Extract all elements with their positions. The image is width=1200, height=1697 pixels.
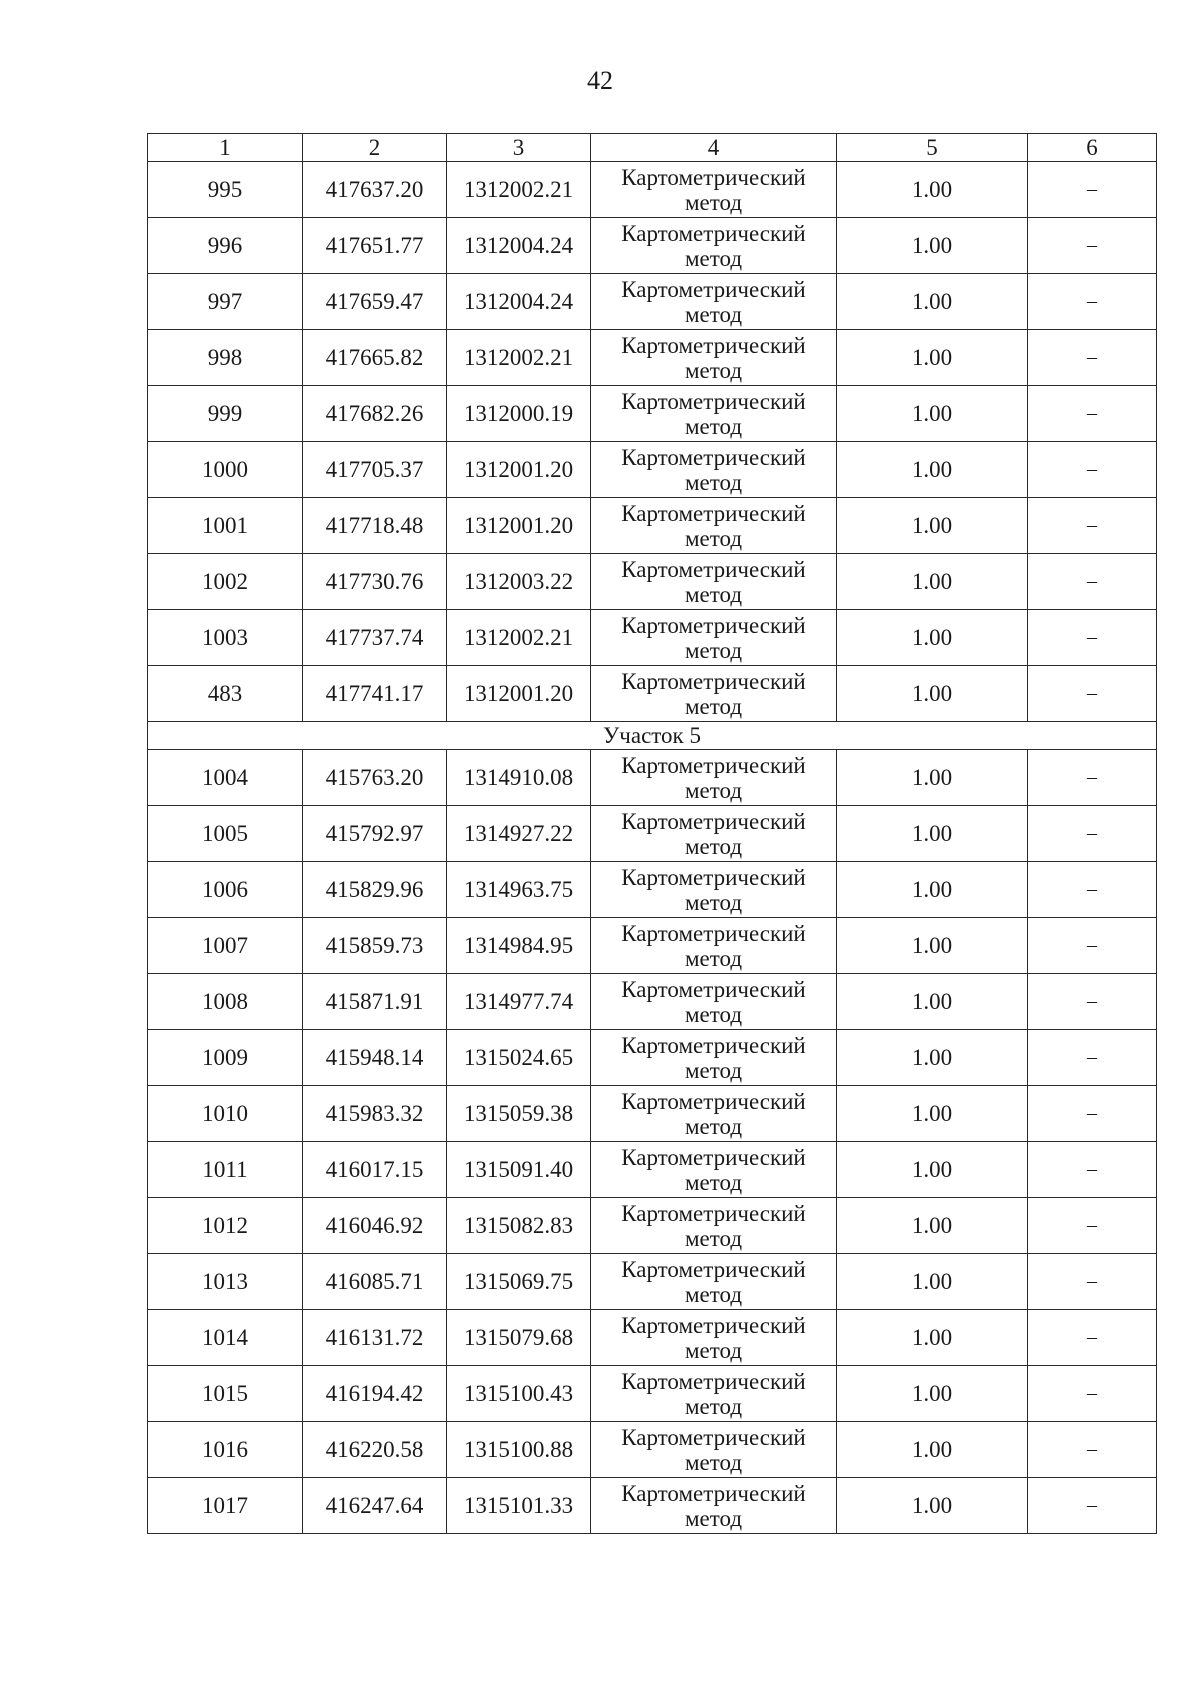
column-header-2: 2 [303, 134, 447, 162]
method-cell: Картометрический метод [591, 1366, 837, 1422]
accuracy-cell: 1.00 [837, 218, 1028, 274]
y-coordinate-cell: 1315069.75 [447, 1254, 591, 1310]
table-row [148, 386, 1157, 442]
y-coordinate-cell: 1312001.20 [447, 442, 591, 498]
x-coordinate-cell: 417659.47 [303, 274, 447, 330]
accuracy-cell: 1.00 [837, 1086, 1028, 1142]
x-coordinate-cell: 416131.72 [303, 1310, 447, 1366]
y-coordinate-cell: 1315091.40 [447, 1142, 591, 1198]
method-cell: Картометрический метод [591, 1142, 837, 1198]
description-cell: – [1028, 1422, 1157, 1478]
description-cell: – [1028, 1310, 1157, 1366]
table-row [148, 1478, 1157, 1534]
y-coordinate-cell: 1315100.43 [447, 1366, 591, 1422]
point-number-cell: 1016 [148, 1422, 303, 1478]
x-coordinate-cell: 415763.20 [303, 750, 447, 806]
table-row [148, 218, 1157, 274]
section-title: Участок 5 [148, 722, 1157, 750]
table-header-row [148, 134, 1157, 162]
table-row [148, 1310, 1157, 1366]
table-row [148, 918, 1157, 974]
accuracy-cell: 1.00 [837, 862, 1028, 918]
table-row [148, 750, 1157, 806]
x-coordinate-cell: 417637.20 [303, 162, 447, 218]
y-coordinate-cell: 1312001.20 [447, 666, 591, 722]
method-cell: Картометрический метод [591, 1422, 837, 1478]
method-cell: Картометрический метод [591, 162, 837, 218]
description-cell: – [1028, 1030, 1157, 1086]
table-row [148, 554, 1157, 610]
description-cell: – [1028, 862, 1157, 918]
accuracy-cell: 1.00 [837, 162, 1028, 218]
point-number-cell: 995 [148, 162, 303, 218]
table-row [148, 330, 1157, 386]
description-cell: – [1028, 162, 1157, 218]
x-coordinate-cell: 417682.26 [303, 386, 447, 442]
y-coordinate-cell: 1312004.24 [447, 274, 591, 330]
description-cell: – [1028, 1086, 1157, 1142]
accuracy-cell: 1.00 [837, 1198, 1028, 1254]
method-cell: Картометрический метод [591, 862, 837, 918]
method-cell: Картометрический метод [591, 1478, 837, 1534]
description-cell: – [1028, 1254, 1157, 1310]
description-cell: – [1028, 274, 1157, 330]
x-coordinate-cell: 417665.82 [303, 330, 447, 386]
accuracy-cell: 1.00 [837, 442, 1028, 498]
x-coordinate-cell: 415871.91 [303, 974, 447, 1030]
x-coordinate-cell: 415792.97 [303, 806, 447, 862]
description-cell: – [1028, 806, 1157, 862]
accuracy-cell: 1.00 [837, 918, 1028, 974]
point-number-cell: 1015 [148, 1366, 303, 1422]
point-number-cell: 996 [148, 218, 303, 274]
x-coordinate-cell: 417718.48 [303, 498, 447, 554]
description-cell: – [1028, 750, 1157, 806]
table-row [148, 1366, 1157, 1422]
accuracy-cell: 1.00 [837, 1030, 1028, 1086]
description-cell: – [1028, 1142, 1157, 1198]
table-row [148, 1086, 1157, 1142]
description-cell: – [1028, 442, 1157, 498]
table-row [148, 806, 1157, 862]
x-coordinate-cell: 415859.73 [303, 918, 447, 974]
accuracy-cell: 1.00 [837, 750, 1028, 806]
y-coordinate-cell: 1312004.24 [447, 218, 591, 274]
method-cell: Картометрический метод [591, 1254, 837, 1310]
accuracy-cell: 1.00 [837, 1254, 1028, 1310]
x-coordinate-cell: 417651.77 [303, 218, 447, 274]
method-cell: Картометрический метод [591, 750, 837, 806]
table-row [148, 1142, 1157, 1198]
description-cell: – [1028, 218, 1157, 274]
point-number-cell: 1011 [148, 1142, 303, 1198]
x-coordinate-cell: 415948.14 [303, 1030, 447, 1086]
section-row [148, 722, 1157, 750]
page-number: 42 [587, 66, 613, 95]
method-cell: Картометрический метод [591, 1310, 837, 1366]
point-number-cell: 1009 [148, 1030, 303, 1086]
y-coordinate-cell: 1315024.65 [447, 1030, 591, 1086]
point-number-cell: 1012 [148, 1198, 303, 1254]
accuracy-cell: 1.00 [837, 498, 1028, 554]
method-cell: Картометрический метод [591, 1030, 837, 1086]
y-coordinate-cell: 1315059.38 [447, 1086, 591, 1142]
y-coordinate-cell: 1312002.21 [447, 162, 591, 218]
table-row [148, 1422, 1157, 1478]
table-row [148, 442, 1157, 498]
accuracy-cell: 1.00 [837, 806, 1028, 862]
table-row [148, 274, 1157, 330]
accuracy-cell: 1.00 [837, 330, 1028, 386]
description-cell: – [1028, 974, 1157, 1030]
x-coordinate-cell: 416220.58 [303, 1422, 447, 1478]
y-coordinate-cell: 1312002.21 [447, 330, 591, 386]
description-cell: – [1028, 554, 1157, 610]
x-coordinate-cell: 417737.74 [303, 610, 447, 666]
x-coordinate-cell: 416085.71 [303, 1254, 447, 1310]
table-row [148, 1254, 1157, 1310]
y-coordinate-cell: 1312001.20 [447, 498, 591, 554]
method-cell: Картометрический метод [591, 666, 837, 722]
point-number-cell: 1007 [148, 918, 303, 974]
accuracy-cell: 1.00 [837, 974, 1028, 1030]
accuracy-cell: 1.00 [837, 1310, 1028, 1366]
description-cell: – [1028, 1478, 1157, 1534]
column-header-4: 4 [591, 134, 837, 162]
table-row [148, 162, 1157, 218]
point-number-cell: 1017 [148, 1478, 303, 1534]
accuracy-cell: 1.00 [837, 666, 1028, 722]
method-cell: Картометрический метод [591, 918, 837, 974]
method-cell: Картометрический метод [591, 610, 837, 666]
y-coordinate-cell: 1312000.19 [447, 386, 591, 442]
table-row [148, 1030, 1157, 1086]
method-cell: Картометрический метод [591, 806, 837, 862]
column-header-5: 5 [837, 134, 1028, 162]
y-coordinate-cell: 1315082.83 [447, 1198, 591, 1254]
point-number-cell: 1005 [148, 806, 303, 862]
accuracy-cell: 1.00 [837, 1422, 1028, 1478]
method-cell: Картометрический метод [591, 218, 837, 274]
x-coordinate-cell: 417741.17 [303, 666, 447, 722]
column-header-3: 3 [447, 134, 591, 162]
table-row [148, 862, 1157, 918]
y-coordinate-cell: 1314910.08 [447, 750, 591, 806]
description-cell: – [1028, 498, 1157, 554]
table-body [148, 162, 1157, 1534]
column-header-1: 1 [148, 134, 303, 162]
table-row [148, 974, 1157, 1030]
table-row [148, 1198, 1157, 1254]
method-cell: Картометрический метод [591, 330, 837, 386]
point-number-cell: 1001 [148, 498, 303, 554]
y-coordinate-cell: 1315101.33 [447, 1478, 591, 1534]
y-coordinate-cell: 1312002.21 [447, 610, 591, 666]
method-cell: Картометрический метод [591, 274, 837, 330]
description-cell: – [1028, 330, 1157, 386]
point-number-cell: 1014 [148, 1310, 303, 1366]
y-coordinate-cell: 1314977.74 [447, 974, 591, 1030]
point-number-cell: 999 [148, 386, 303, 442]
point-number-cell: 1008 [148, 974, 303, 1030]
accuracy-cell: 1.00 [837, 1478, 1028, 1534]
point-number-cell: 1004 [148, 750, 303, 806]
method-cell: Картометрический метод [591, 1086, 837, 1142]
point-number-cell: 997 [148, 274, 303, 330]
y-coordinate-cell: 1314963.75 [447, 862, 591, 918]
point-number-cell: 998 [148, 330, 303, 386]
method-cell: Картометрический метод [591, 386, 837, 442]
table-row [148, 666, 1157, 722]
point-number-cell: 483 [148, 666, 303, 722]
method-cell: Картометрический метод [591, 554, 837, 610]
x-coordinate-cell: 417705.37 [303, 442, 447, 498]
column-header-6: 6 [1028, 134, 1157, 162]
accuracy-cell: 1.00 [837, 386, 1028, 442]
accuracy-cell: 1.00 [837, 274, 1028, 330]
method-cell: Картометрический метод [591, 442, 837, 498]
x-coordinate-cell: 416247.64 [303, 1478, 447, 1534]
accuracy-cell: 1.00 [837, 1366, 1028, 1422]
y-coordinate-cell: 1312003.22 [447, 554, 591, 610]
y-coordinate-cell: 1314927.22 [447, 806, 591, 862]
description-cell: – [1028, 666, 1157, 722]
description-cell: – [1028, 918, 1157, 974]
description-cell: – [1028, 1366, 1157, 1422]
accuracy-cell: 1.00 [837, 1142, 1028, 1198]
description-cell: – [1028, 610, 1157, 666]
table-row [148, 498, 1157, 554]
coordinates-table [147, 133, 1157, 1534]
y-coordinate-cell: 1314984.95 [447, 918, 591, 974]
x-coordinate-cell: 415983.32 [303, 1086, 447, 1142]
point-number-cell: 1010 [148, 1086, 303, 1142]
x-coordinate-cell: 416194.42 [303, 1366, 447, 1422]
x-coordinate-cell: 417730.76 [303, 554, 447, 610]
accuracy-cell: 1.00 [837, 554, 1028, 610]
point-number-cell: 1013 [148, 1254, 303, 1310]
x-coordinate-cell: 416017.15 [303, 1142, 447, 1198]
y-coordinate-cell: 1315100.88 [447, 1422, 591, 1478]
y-coordinate-cell: 1315079.68 [447, 1310, 591, 1366]
point-number-cell: 1003 [148, 610, 303, 666]
description-cell: – [1028, 1198, 1157, 1254]
description-cell: – [1028, 386, 1157, 442]
x-coordinate-cell: 416046.92 [303, 1198, 447, 1254]
method-cell: Картометрический метод [591, 498, 837, 554]
point-number-cell: 1000 [148, 442, 303, 498]
method-cell: Картометрический метод [591, 1198, 837, 1254]
point-number-cell: 1006 [148, 862, 303, 918]
accuracy-cell: 1.00 [837, 610, 1028, 666]
x-coordinate-cell: 415829.96 [303, 862, 447, 918]
method-cell: Картометрический метод [591, 974, 837, 1030]
point-number-cell: 1002 [148, 554, 303, 610]
table-row [148, 610, 1157, 666]
